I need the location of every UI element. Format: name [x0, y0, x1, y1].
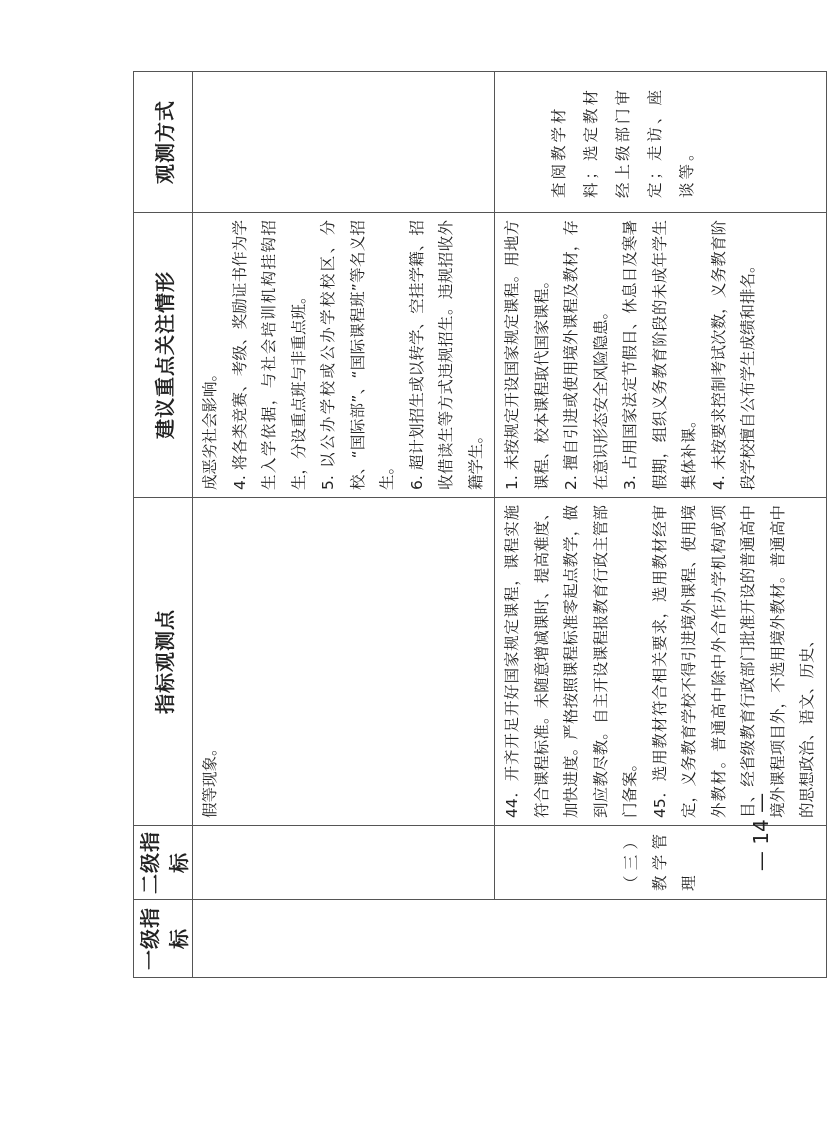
case-text: 成恶劣社会影响。 — [201, 365, 219, 490]
header-observation-point: 指标观测点 — [134, 498, 193, 826]
key-cases-cell — [193, 213, 495, 498]
point-text: 假等现象。 — [201, 740, 219, 818]
table-header-row — [134, 72, 193, 978]
level2-cell: （三）教学管理 — [495, 826, 827, 900]
table-row — [495, 72, 827, 978]
case-text: 2. 擅自引进或使用境外课程及教材，存在意识形态安全风险隐患。 — [562, 220, 610, 490]
header-level1: 一级指标 — [134, 900, 193, 978]
indicator-table — [133, 71, 827, 978]
case-text: 4. 未按要求控制考试次数，义务教育阶段学校擅自公布学生成绩和排名。 — [709, 220, 757, 490]
level1-cell — [193, 900, 827, 978]
case-text: 3. 占用国家法定节假日、休息日及寒暑假期，组织义务教育阶段的未成年学生集体补课。 — [621, 220, 698, 490]
case-text: 4. 将各类竞赛、考级、奖励证书作为学生入学依据，与社会培训机构挂钩招生，分设重点班与非重点班。 — [230, 220, 308, 490]
key-cases-cell — [495, 213, 827, 498]
table-row — [193, 72, 495, 978]
observation-point-cell — [495, 498, 827, 826]
method-cell: 查阅教学材料；选定教材经上级部门审定；走访、座谈等。 — [495, 72, 827, 213]
header-method: 观测方式 — [134, 72, 193, 213]
header-level2: 二级指标 — [134, 826, 193, 900]
point-text: 45．选用教材符合相关要求，选用教材经审定，义务教育学校不得引进境外课程、使用境外教材。普通高中除中外合作办学机构或项目、经省级教育行政部门批准开设的普通高中境外课程项目外，不选用境外教材。普通高中的思想政治、语文、历史、 — [650, 505, 816, 818]
point-text: 44．开齐开足开好国家规定课程，课程实施符合课程标准。未随意增减课时、提高难度、加快进度。严格按照课程标准零起点教学，做到应教尽教。自主开设课程报教育行政主管部门备案。 — [503, 505, 639, 818]
observation-point-cell — [193, 498, 495, 826]
case-text: 6. 超计划招生或以转学、空挂学籍、招收借读生等方式违规招生。违规招收外籍学生。 — [407, 220, 485, 490]
header-key-cases: 建议重点关注情形 — [134, 213, 193, 498]
case-text: 5. 以公办学校或公办学校校区、分校、“国际部”、“国际课程班”等名义招生。 — [319, 220, 396, 490]
page-number: — 14 — — [749, 792, 774, 872]
method-cell — [193, 72, 495, 213]
level2-cell — [193, 826, 495, 900]
case-text: 1. 未按规定开设国家规定课程。用地方课程、校本课程取代国家课程。 — [503, 220, 551, 490]
